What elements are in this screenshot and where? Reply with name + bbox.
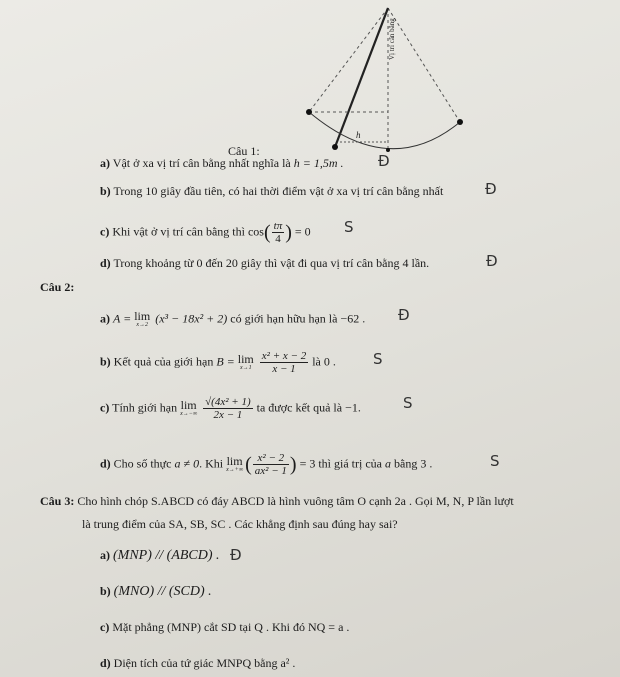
q2c-letter: c) — [100, 400, 110, 415]
q3b-math: (MNO) // (SCD) . — [113, 584, 212, 599]
q1c-rhs: = 0 — [294, 224, 311, 239]
q1a-letter: a) — [100, 156, 110, 170]
q2a-row — [100, 310, 365, 329]
q1d-mark: Đ — [486, 252, 498, 270]
q2d-text: Cho số thực — [113, 456, 172, 471]
q2d-letter: d) — [100, 456, 111, 471]
q3a-letter: a) — [100, 548, 110, 562]
q2a-expr: (x³ − 18x² + 2) — [155, 311, 228, 326]
q3a-mark: Đ — [230, 546, 242, 564]
q3c-row — [100, 620, 349, 634]
q3d-letter: d) — [100, 656, 111, 670]
q3-intro1-row — [40, 494, 514, 508]
q2a-mark: Đ — [398, 306, 410, 324]
q2b-num: x² + x − 2 — [261, 350, 307, 362]
q1b-text: Trong 10 giây đầu tiên, có hai thời điểm vật ở xa vị trí cân bằng nhất — [113, 184, 444, 198]
q2d-lim-sub: x→+∞ — [226, 467, 244, 473]
q2b-lhs: B = — [216, 354, 235, 369]
q2a-text: có giới hạn hữu hạn là −62 . — [230, 311, 366, 326]
q1c-text: Khi vật ở vị trí cân bằng thì — [112, 224, 245, 239]
q3b-row — [100, 584, 212, 599]
bob-bottom — [332, 144, 338, 150]
q2a-lim-word: lim — [134, 309, 151, 323]
q2d-den: ax² − 1 — [254, 465, 287, 477]
q2d-row: d) Cho số thực a ≠ 0. Khi lim x→+∞ ( $\frac{\text{x² − 2}}{\text{ax² − 1}}$ ) = 3 thì giá trị của a bằng 3 . — [100, 452, 433, 477]
q2d-num: x² − 2 — [253, 452, 289, 465]
bob-right — [457, 119, 463, 125]
left-string-dashed — [309, 8, 388, 112]
q2d-lim-word: lim — [226, 454, 243, 468]
bob-left — [306, 109, 312, 115]
q1b-row — [100, 184, 443, 198]
q2b-lim-sub: x→1 — [239, 365, 252, 371]
q1a-text: Vật ở xa vị trí cân bằng nhất nghĩa là — [112, 156, 291, 170]
q2b-text: Kết quả của giới hạn — [113, 354, 214, 369]
q1c-frac — [272, 220, 285, 245]
q2b-text2: là 0 . — [312, 354, 336, 369]
q3c-letter: c) — [100, 620, 110, 634]
q2c-text2: ta được kết quả là −1. — [256, 400, 361, 415]
vertical-label: Vị trí cân bằng — [388, 18, 396, 60]
q2a-letter: a) — [100, 311, 110, 326]
q1c-letter: c) — [100, 224, 110, 239]
q2b-row — [100, 350, 336, 375]
q2c-row — [100, 396, 361, 421]
q1a-mark: Đ — [378, 152, 390, 170]
q2-title: Câu 2: — [40, 280, 75, 294]
q2a-lim — [134, 310, 150, 329]
q1d-row — [100, 256, 429, 270]
q2c-lim-word: lim — [180, 398, 197, 412]
q1-title: Câu 1: — [228, 144, 260, 158]
q2c-lim — [180, 399, 197, 418]
q2b-den: x − 1 — [272, 363, 296, 375]
q2c-text: Tính giới hạn — [112, 400, 178, 415]
q2b-frac — [260, 350, 308, 375]
q2d-text4: bằng 3 . — [394, 456, 433, 471]
q3d-text: Diện tích của tứ giác MNPQ bằng a² . — [113, 656, 296, 670]
q2d-lim — [226, 455, 243, 474]
q1c-cos: cos — [247, 224, 264, 239]
q2d-text2: . Khi — [199, 456, 224, 471]
q1c-den: 4 — [275, 233, 281, 245]
q1d-text: Trong khoảng từ 0 đến 20 giây thì vật đi qua vị trí cân bằng 4 lần. — [113, 256, 430, 270]
q2a-lhs: A = — [113, 311, 132, 326]
q3c-text: Mặt phẳng (MNP) cắt SD tại Q . Khi đó NQ = a . — [112, 620, 350, 634]
q2c-lim-sub: x→−∞ — [180, 411, 198, 417]
q2d-text3: thì giá trị của — [318, 456, 382, 471]
q1b-mark: Đ — [485, 180, 497, 198]
q2c-den: 2x − 1 — [213, 409, 243, 421]
q1c-mark: S — [344, 218, 354, 236]
q2a-lim-sub: x→2 — [136, 322, 149, 328]
q2b-lim-word: lim — [237, 352, 254, 366]
q1c-row: c) Khi vật ở vị trí cân bằng thì cos( $\frac{t\pi}{4}$ ) = 0 — [100, 220, 311, 245]
q2d-frac — [253, 452, 289, 477]
q2c-num: √(4x² + 1) — [205, 396, 251, 408]
q1c-num: tπ — [273, 220, 283, 232]
q3d-row — [100, 656, 295, 670]
q2c-mark: S — [403, 394, 413, 412]
h-label: h — [356, 130, 361, 140]
q1a-row — [100, 156, 344, 170]
q3-intro2: là trung điểm của SA, SB, SC . Các khẳng định sau đúng hay sai? — [82, 517, 398, 531]
q3b-letter: b) — [100, 584, 111, 598]
q3-title: Câu 3: — [40, 494, 75, 508]
q2d-rhs: = 3 — [299, 456, 316, 471]
q2b-mark: S — [373, 350, 383, 368]
q2c-frac — [203, 396, 252, 421]
q2d-cond: a ≠ 0 — [174, 456, 200, 471]
q2b-lim — [238, 353, 254, 372]
q3a-row — [100, 548, 220, 563]
swing-arc — [309, 112, 460, 149]
q3-intro1: Cho hình chóp S.ABCD có đáy ABCD là hình vuông tâm O cạnh 2a . Gọi M, N, P lần lượt — [77, 494, 514, 508]
q1b-letter: b) — [100, 184, 111, 198]
q1a-math: h = 1,5m . — [293, 156, 344, 170]
q2d-var: a — [385, 456, 391, 471]
q2b-letter: b) — [100, 354, 111, 369]
pendulum-string — [335, 8, 388, 147]
q1d-letter: d) — [100, 256, 111, 270]
q3a-math: (MNP) // (ABCD) . — [113, 548, 220, 563]
q2d-mark: S — [490, 452, 500, 470]
